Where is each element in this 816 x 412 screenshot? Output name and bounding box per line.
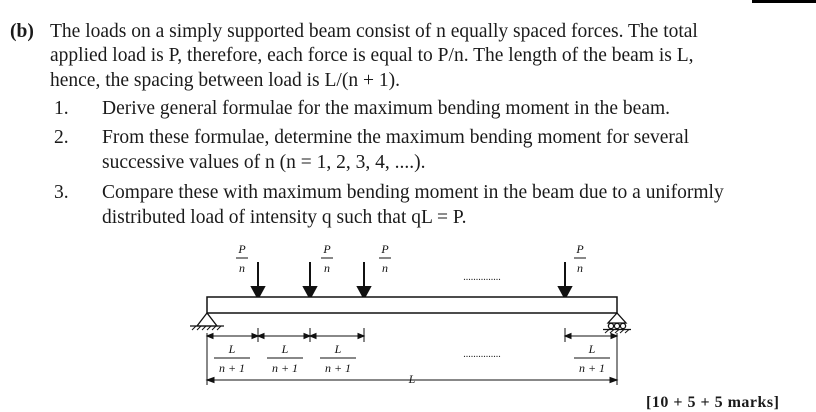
load-3-denominator: n: [382, 261, 388, 275]
load-4-denominator: n: [577, 261, 583, 275]
spacing-2-denominator: n + 1: [271, 361, 299, 375]
beam: [207, 297, 617, 313]
question-label: (b): [10, 21, 34, 42]
left-pin-support: [190, 313, 224, 330]
spacing-1-numerator: L: [228, 342, 236, 356]
intro-line-1: The loads on a simply supported beam consist of n equally spaced forces. The total: [50, 21, 698, 42]
marks-allocation: [10 + 5 + 5 marks]: [646, 394, 780, 411]
load-3-numerator: P: [381, 242, 389, 256]
item-3-number: 3.: [54, 182, 69, 203]
load-4-numerator: P: [576, 242, 584, 256]
spacing-4-numerator: L: [588, 342, 596, 356]
right-roller-support: [603, 313, 631, 333]
item-1-line-1: Derive general formulae for the maximum bending moment in the beam.: [102, 98, 671, 119]
spacing-1-denominator: n + 1: [218, 361, 246, 375]
spacing-3-numerator: L: [334, 342, 342, 356]
item-3-line-1: Compare these with maximum bending moment in the beam due to a uniformly: [102, 182, 724, 203]
item-2-line-2: successive values of n (n = 1, 2, 3, 4, ....).: [102, 152, 426, 173]
item-2-line-1: From these formulae, determine the maximum bending moment for several: [102, 127, 689, 148]
spacing-2-numerator: L: [281, 342, 289, 356]
span-label: L: [408, 372, 416, 386]
spacing-3-denominator: n + 1: [324, 361, 352, 375]
load-2-numerator: P: [323, 242, 331, 256]
load-2-denominator: n: [324, 261, 330, 275]
load-ellipsis: ...............: [463, 272, 501, 283]
spacing-ellipsis: ...............: [463, 349, 501, 360]
item-1-number: 1.: [54, 98, 69, 119]
item-2-number: 2.: [54, 127, 69, 148]
intro-line-2: applied load is P, therefore, each force is equal to P/n. The length of the beam is L,: [50, 45, 694, 66]
spacing-4-denominator: n + 1: [578, 361, 606, 375]
item-3-line-2: distributed load of intensity q such that qL = P.: [102, 207, 467, 228]
load-1-denominator: n: [239, 261, 245, 275]
load-1-numerator: P: [238, 242, 246, 256]
intro-line-3: hence, the spacing between load is L/(n + 1).: [50, 70, 400, 91]
